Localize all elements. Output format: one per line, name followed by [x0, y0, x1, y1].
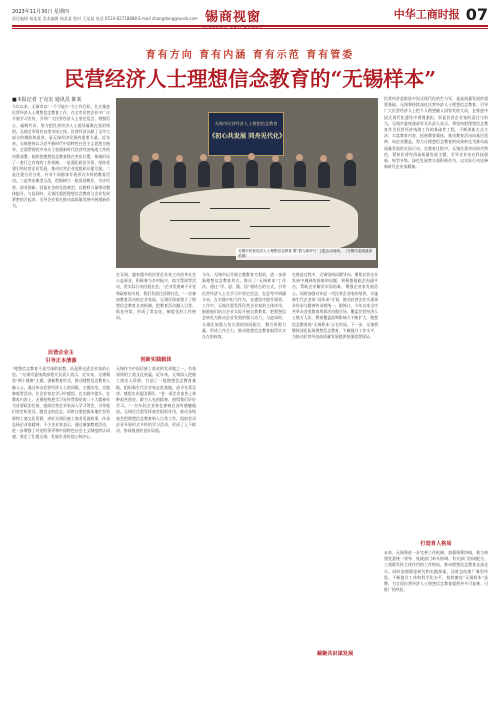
article-column-3b: 无锡作为中国民族工商业的发祥地之一，有着深厚的工商文化底蕴。近年来，无锡深入挖掘工商名人资源，打造了一批理想信念教育基地，组织新生代企业家走进基地，追寻先辈足迹，感悟实业报国情怀。“老一辈企业家身上那种艰苦创业、敢为人先的精神，值得我们好好学习。”一位年轻企业家在参观后深有感触地说。无锡还注重发挥商会组织作用，推动各级商会把理想信念教育纳入日常工作，组织会员企业开展形式多样的学习活动，形成了上下联动、协同推进的良好局面。	[116, 366, 196, 434]
section-heading-3: 创新实践载体	[140, 357, 172, 363]
article-column-3: 在无锡，越来越多的民营企业家主动投身社会公益事业，积极参与乡村振兴、助学帮困等活动，用实际行动回报社会。“企业发展离不开党和政府的支持，我们有责任回馈社会。”一位参加教育活动的企业家说。无锡还探索建立了理想信念教育长效机制，把教育活动融入日常、抓在经常，形成了常态化、制度化的工作格局。	[116, 272, 196, 321]
issue-date: 2023年11月30日 星期四	[12, 9, 70, 15]
masthead-rule	[12, 25, 488, 27]
byline: ■本报记者 于克宏 通讯员 陈某	[12, 97, 82, 103]
masthead	[12, 4, 488, 34]
section-heading-5: 打造育人格局	[420, 541, 452, 547]
article-subhead: 育有方向 育有内涵 育有示范 育有管委	[145, 50, 355, 61]
attendees	[116, 158, 378, 188]
page-number: 07	[465, 4, 488, 24]
section-header	[394, 6, 488, 22]
banner-line-2: 《初心共发展 同舟见代化》	[209, 133, 286, 140]
event-photo	[116, 98, 378, 268]
calligraphy-scroll	[140, 188, 358, 256]
section-heading-2: 引导正本清源	[45, 358, 77, 364]
article-headline: 民营经济人士理想信念教育的“无锡样本”	[63, 67, 437, 91]
section-heading-1: 民营企业主	[48, 350, 74, 356]
paper-name: 锡商视窗	[204, 10, 261, 25]
article-column-1: 今年以来，无锡市以“一个不能少”为工作目标，扎实推进民营经济人士理想信念教育工作，在全市民营企业中广泛开展学习宣传，引导广大民营经济人士坚定信念、增强信心、凝聚共识，努力把民营经济人士团结凝聚在党的周围。无锡全市现有各类市场主体，民营经济贡献了全市大部分的税收和就业，是无锡经济发展的重要力量。近年来，无锡坚持以习近平新时代中国特色社会主义思想为指导，全面贯彻党中央关于加强新时代民营经济统战工作的决策部署，始终把理想信念教育摆在突出位置，探索形成了一套行之有效的工作机制。一是强化政治引领，坚持党建引领民营企业发展，推动民营企业党组织应建尽建。二是注重分层分类，针对不同群体开展形式多样的教育活动。三是突出典型示范，挖掘树立一批爱国敬业、守法经营、创业创新、回报社会的先进典型，以榜样力量带动整体提升。与此同时，无锡注重把理想信念教育与企业发展紧密结合起来，引导企业家在推动高质量发展中展现新作为。	[12, 104, 110, 209]
article-column-5: 在推进过程中，无锡坚持问题导向，聚焦民营企业发展中遇到的困难和问题，积极搭建政企沟通平台，帮助企业解决实际困难，增强企业家发展信心。同时加强对年轻一代民营企业家的培养，实施新生代企业家“双传承”计划，推动民营企业实现事业传承与精神传承相统一。据统计，今年以来全市共举办各类教育培训活动数百场，覆盖民营经济人士数万人次，教育覆盖面和影响力不断扩大，理想信念教育的“无锡样本”正在形成。下一步，无锡将继续深化拓展理想信念教育，不断提升工作水平，为推动民营经济高质量发展提供坚强思想保证。	[292, 272, 378, 340]
photo-caption: 无锡市民营经济人士理想信念教育 暨“我与新时代”主题活动现场。（无锡市委统战部供图）	[236, 248, 376, 260]
banner-line-1: 无锡市民营经济人士理想信念教育	[214, 121, 278, 126]
section-heading-4: 凝聚共识谋发展	[316, 651, 354, 657]
article-column-4: 今年，无锡市以开展主题教育为契机，进一步创新理想信念教育形式，推出了“无锡样本”工作法。通过“学、思、践、悟”相结合的方式，引导民营经济人士在学习中坚定信念，在思考中明确方向，在实践中担当作为，在感悟中提升境界。工作中，无锡注重发挥民营企业家的主体作用，鼓励他们结合企业实际开展自我教育，把理想信念转化为推动企业发展的强大动力。与此同时，无锡还加强与各方面的协同配合，整合资源力量，形成工作合力，推动理想信念教育取得实实在在的成效。	[202, 272, 286, 340]
article-column-6: 民营经济是推进中国式现代化的生力军，是高质量发展的重要基础。无锡将持续深化民营经济人士理想信念教育，引导广大民营经济人士把个人理想融入国家发展大局，在推进中国式现代化建设中勇挑重担，彰显民营企业家的责任与担当。无锡市委统战部有关负责人表示，将坚持把理想信念教育作为民营经济统战工作的基础性工程，不断创新方式方法，丰富教育内容，拓展教育载体，推动教育活动向基层延伸、向企业覆盖，努力让理想信念教育的成果转化为推动高质量发展的实际行动。在教育过程中，无锡注重突出时代特色，紧扣民营经济高质量发展主题，引导企业家在科技创新、转型升级、绿色发展等方面积极作为，以实际行动诠释新时代企业家精神。	[384, 96, 488, 170]
section-title: 中华工商时报	[393, 8, 460, 21]
article-column-7: 未来，无锡将进一步完善工作机制，加强统筹协调，着力构建党委统一领导、统战部门牵头协调、有关部门协同配合、工商联发挥主体作用的工作格局，推动理想信念教育走深走实。同时加强理论研究和实践探索，及时总结推广典型经验，不断提升工作的科学化水平，持续擦亮“无锡样本”品牌，为全国民营经济人士理想信念教育提供更多可复制、可推广的经验。	[384, 550, 488, 593]
article-column-2: “理想信念教育不是空洞的说教，而是要走进企业家的心里。”无锡市委统战部相关负责人表示，近年来，无锡聚焦“两个健康”主题，创新教育形式，推动理想信念教育入脑入心。通过举办民营经济人士培训班、主题沙龙、实地参观等活动，让企业家在学习中感悟、在实践中提升。在教育内容上，无锡坚持把学习宣传贯彻党的二十大精神作为首要政治任务，组织民营企业家深入学习领会，引导他们坚定听党话、跟党走的信念。同时注重挖掘本地红色资源和工商文化资源，讲好无锡民族工商业发展故事，传承弘扬企业家精神。不少企业家表示，通过参加教育活动，进一步增强了对党的领导和中国特色社会主义制度的认同感，坚定了扎根无锡、发展实业的信心和决心。	[12, 366, 110, 440]
editor-info: 责任编辑 杨某某 美术编辑 杨某某 校对 王某某 电话 0510-82718888 E-mail zhangdong@wxrb.com	[12, 16, 198, 21]
stage-banner	[208, 112, 284, 156]
masthead-rule-thin	[12, 28, 488, 29]
